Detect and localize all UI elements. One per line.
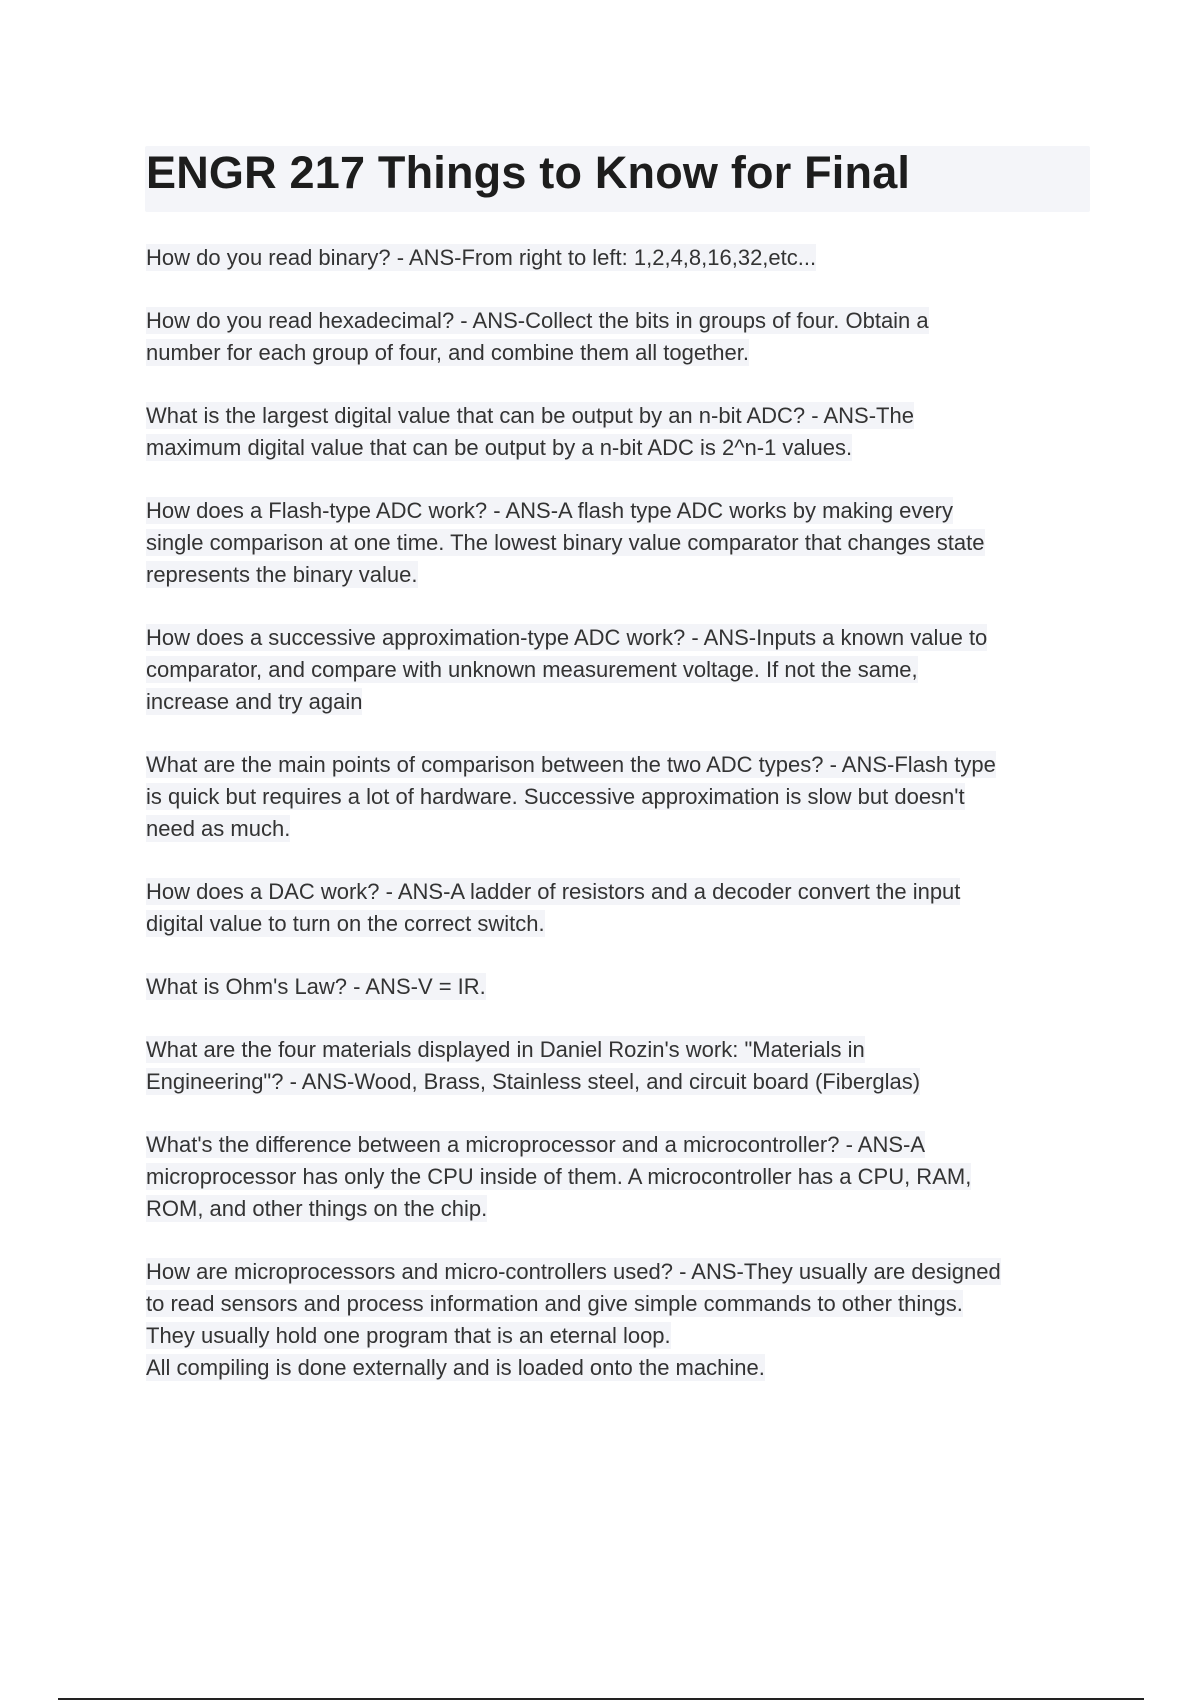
page-title: ENGR 217 Things to Know for Final [146, 147, 911, 198]
qa-line: How are microprocessors and micro-controllers used? - ANS-They usually are designed [146, 1259, 1001, 1284]
qa-line: Engineering"? - ANS-Wood, Brass, Stainless steel, and circuit board (Fiberglas) [146, 1069, 921, 1094]
qa-item-rozin-materials [146, 1034, 1091, 1098]
qa-line: How do you read hexadecimal? - ANS-Collect the bits in groups of four. Obtain a [146, 308, 929, 333]
qa-line: ROM, and other things on the chip. [146, 1196, 488, 1221]
qa-line: How does a successive approximation-type ADC work? - ANS-Inputs a known value to [146, 625, 988, 650]
qa-item-dac [146, 876, 1091, 940]
qa-line: What is the largest digital value that can be output by an n-bit ADC? - ANS-The [146, 403, 914, 428]
qa-item-successive-approximation-adc [146, 622, 1091, 718]
qa-line: need as much. [146, 816, 291, 841]
qa-line: All compiling is done externally and is loaded onto the machine. [146, 1355, 765, 1380]
qa-line: digital value to turn on the correct switch. [146, 911, 545, 936]
qa-line: What's the difference between a microprocessor and a microcontroller? - ANS-A [146, 1132, 926, 1157]
qa-line: What is Ohm's Law? - ANS-V = IR. [146, 974, 486, 999]
qa-line: What are the four materials displayed in Daniel Rozin's work: "Materials in [146, 1037, 865, 1062]
qa-line: to read sensors and process information and give simple commands to other things. [146, 1291, 963, 1316]
qa-line: What are the main points of comparison between the two ADC types? - ANS-Flash type [146, 752, 996, 777]
qa-line: How does a Flash-type ADC work? - ANS-A flash type ADC works by making every [146, 498, 953, 523]
qa-item-microprocessor-vs-microcontroller [146, 1129, 1091, 1225]
qa-item-flash-adc [146, 495, 1091, 591]
qa-list [146, 242, 1091, 1415]
qa-line: comparator, and compare with unknown measurement voltage. If not the same, [146, 657, 918, 682]
qa-line: represents the binary value. [146, 562, 418, 587]
qa-item-binary [146, 242, 1091, 274]
qa-line: They usually hold one program that is an eternal loop. [146, 1323, 671, 1348]
qa-line: How does a DAC work? - ANS-A ladder of resistors and a decoder convert the input [146, 879, 961, 904]
qa-item-microcontroller-usage [146, 1256, 1091, 1384]
qa-item-hexadecimal [146, 305, 1091, 369]
qa-line: single comparison at one time. The lowest binary value comparator that changes state [146, 530, 985, 555]
qa-line: increase and try again [146, 689, 363, 714]
qa-item-ohms-law [146, 971, 1091, 1003]
qa-item-adc-max-value [146, 400, 1091, 464]
qa-line: How do you read binary? - ANS-From right to left: 1,2,4,8,16,32,etc... [146, 245, 817, 270]
qa-item-adc-comparison [146, 749, 1091, 845]
qa-line: number for each group of four, and combine them all together. [146, 340, 749, 365]
qa-line: microprocessor has only the CPU inside of them. A microcontroller has a CPU, RAM, [146, 1164, 972, 1189]
qa-line: is quick but requires a lot of hardware. Successive approximation is slow but doesn't [146, 784, 965, 809]
qa-line: maximum digital value that can be output by a n-bit ADC is 2^n-1 values. [146, 435, 853, 460]
